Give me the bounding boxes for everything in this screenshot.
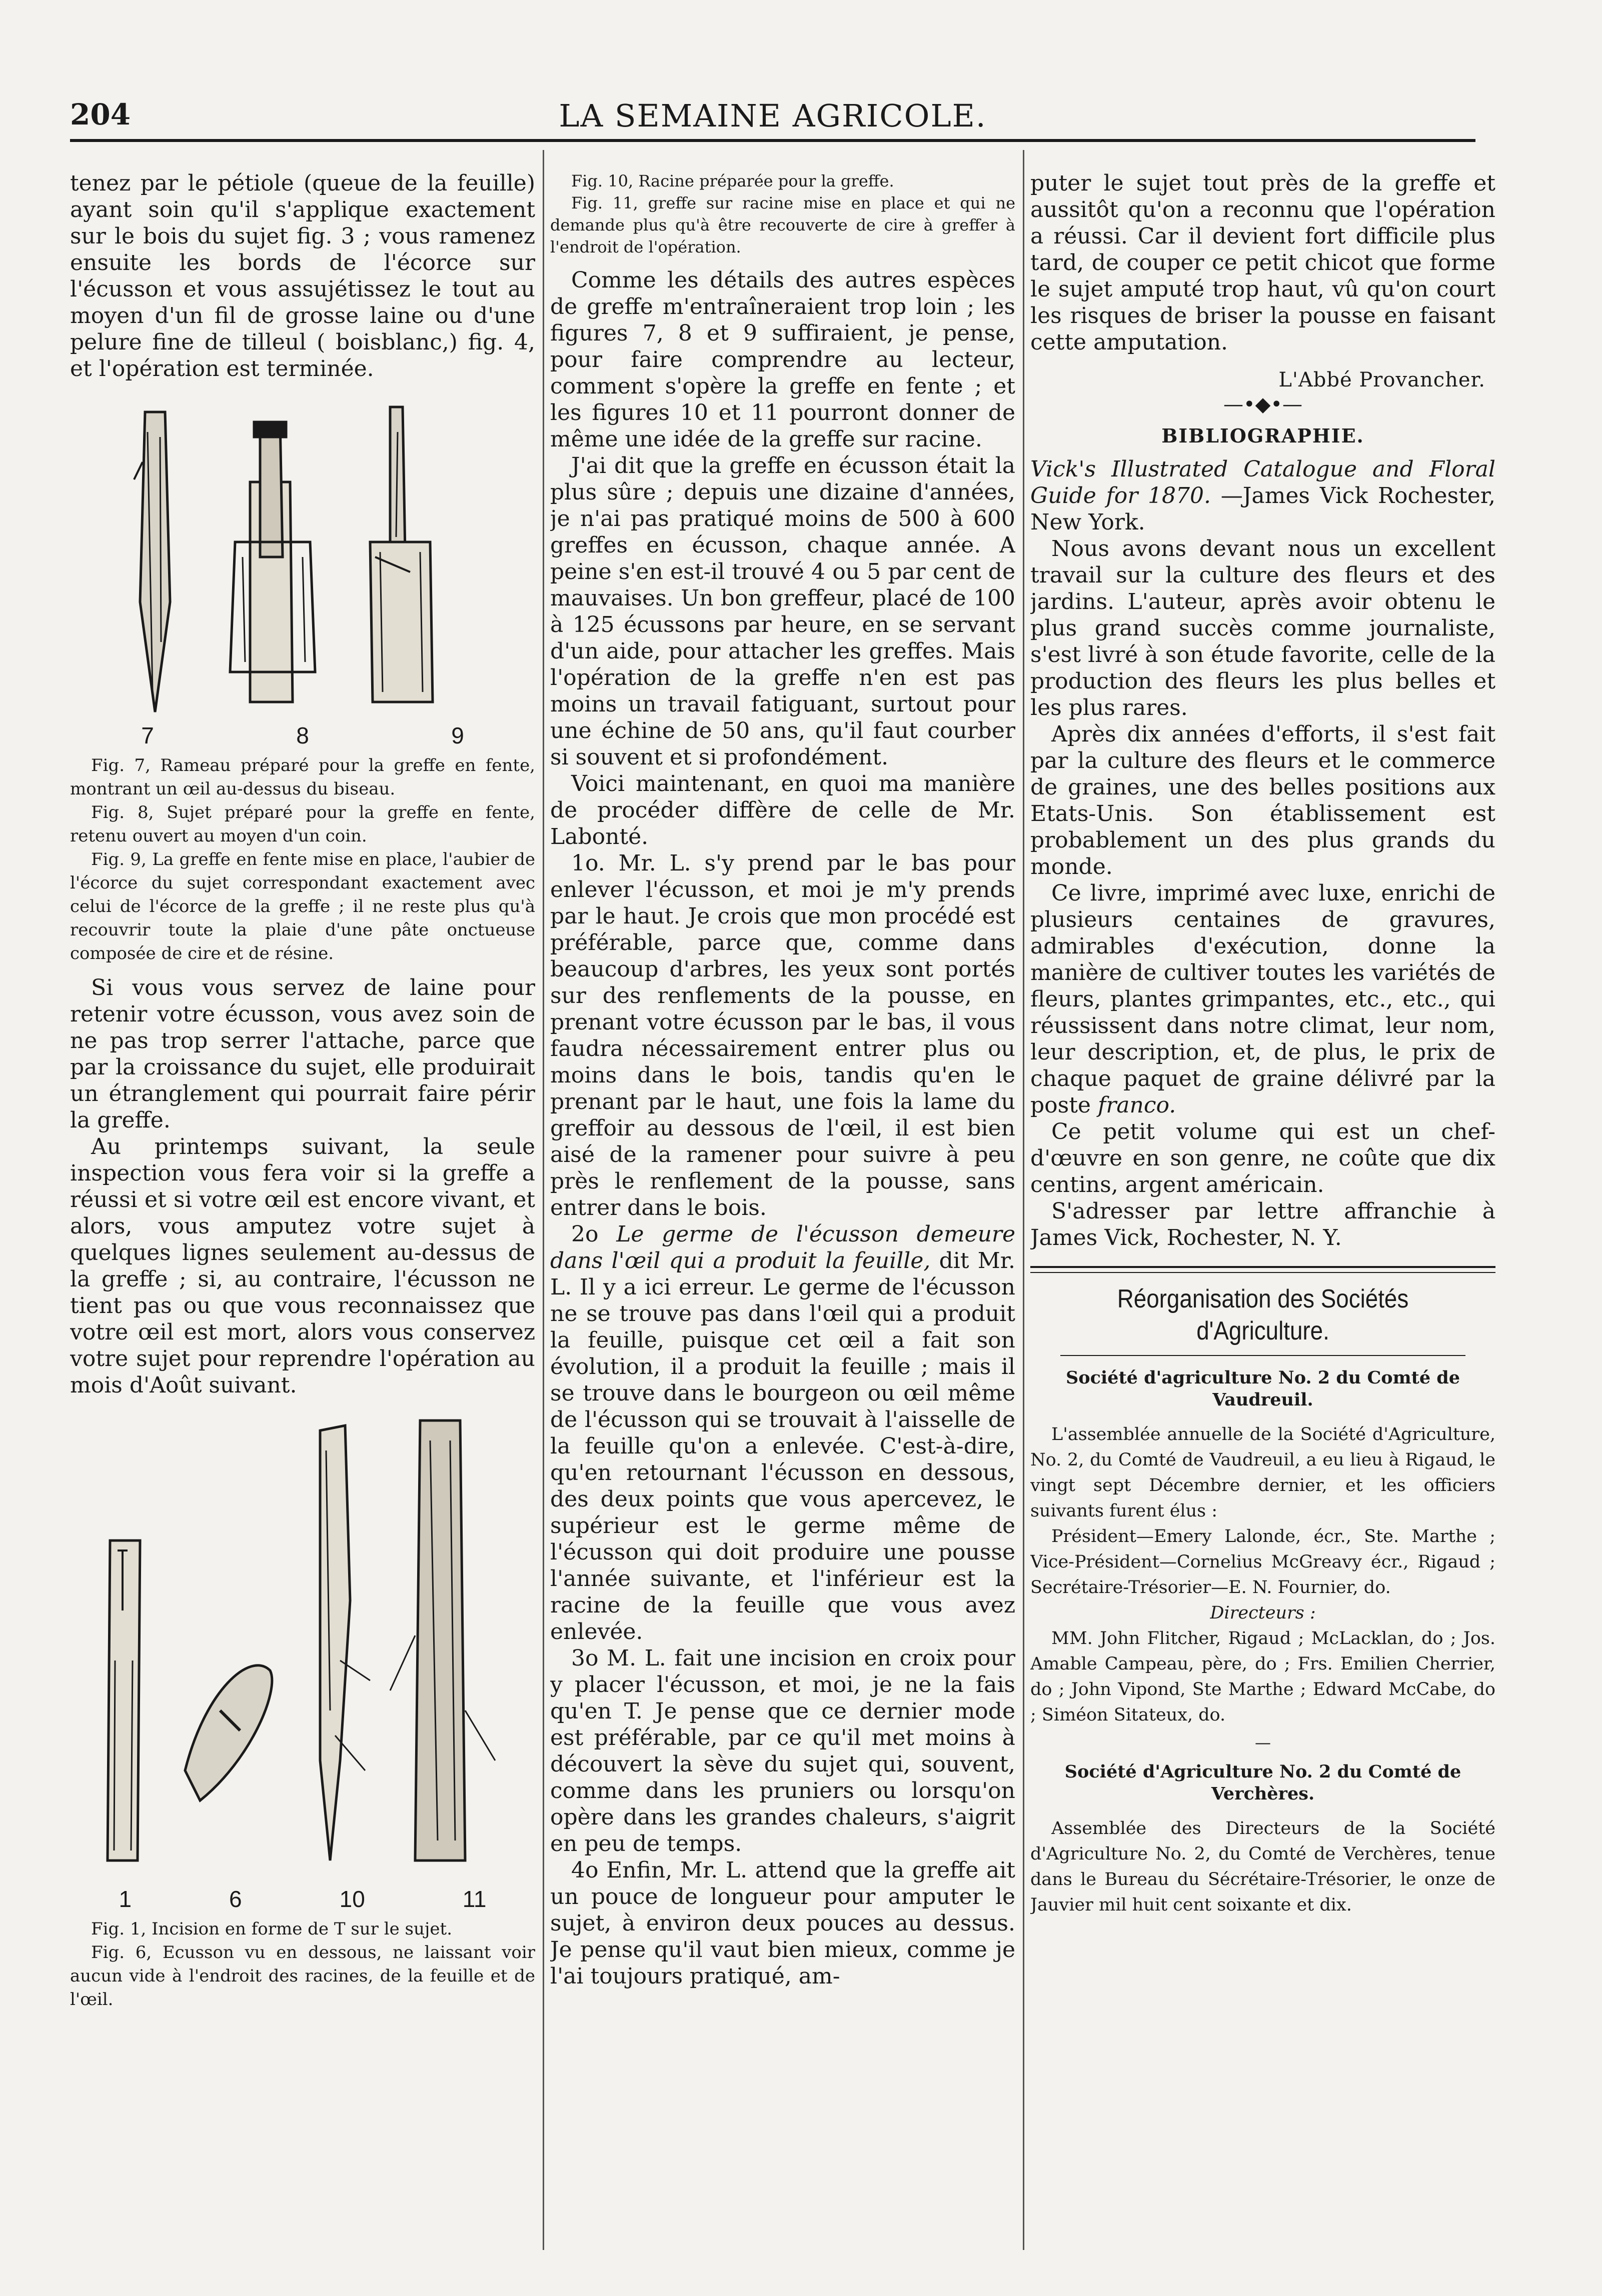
paragraph: Président—Emery Lalonde, écr., Ste. Marthe ; Vice-Président—Cornelius McGreavy écr., Rigaud ; Secrétaire-Trésorier—E. N. Fournier, do. <box>1030 1526 1495 1598</box>
divider <box>1060 1355 1465 1356</box>
ornament-divider: —•◆•— <box>1223 393 1302 416</box>
book-author: —James Vick Rochester, New York. <box>1030 483 1495 535</box>
figure-caption: Fig. 9, La greffe en fente mise en place, l'aubier de l'écorce du sujet correspondant exactement avec celui de l'écorce de la greffe ; il ne reste plus qu'à recouvrir toute la plaie d'une pâte onctueuse composée de cire et de résine. <box>70 850 535 964</box>
paragraph-text: Ce livre, imprimé avec luxe, enrichi de plusieurs centaines de gravures, admirables d'exécution, donne la manière de cultiver toutes les variétés de fleurs, plantes grimpantes, etc., etc., qui réussissent dans notre climat, leur nom, leur description, et, de plus, le prix de chaque paquet de graine délivré par la poste <box>1030 880 1495 1118</box>
paragraph: Nous avons devant nous un excellent travail sur la culture des fleurs et des jardins. L'auteur, après avoir obtenu le plus grand succès comme journaliste, s'est livré à son étude favorite, celle de la production des fleurs les plus belles et les plus rares. <box>1030 536 1495 720</box>
section-heading: Réorganisation des Sociétés d'Agriculture. <box>1117 1284 1409 1346</box>
paragraph: MM. John Flitcher, Rigaud ; McLacklan, do ; Jos. Amable Campeau, père, do ; Frs. Emilien Cherrier, do ; John Vipond, Ste Marthe ; Edward McCabe, do ; Siméon Sitateux, do. <box>1030 1628 1495 1725</box>
italic-word: franco. <box>1097 1092 1176 1118</box>
paragraph: 1o. Mr. L. s'y prend par le bas pour enlever l'écusson, et moi je m'y prends par le haut. Je crois que mon procédé est préférable, parce que, comme dans beaucoup d'arbres, les yeux sont portés sur des renflements de la pousse, en prenant votre écusson par le bas, il vous faudra nécessairement entrer plus ou moins dans le bois, tandis qu'en le prenant par le haut, une fois la lame du greffoir au dessous de l'œil, il est bien aisé de la ramener pour suivre à peu près le renflement de la pousse, sans entrer dans le bois. <box>550 850 1015 1220</box>
figure-label: 8 <box>296 722 309 748</box>
column-1 <box>70 170 535 2245</box>
figure-label: 7 <box>141 722 154 748</box>
paragraph: Si vous vous servez de laine pour retenir votre écusson, vous avez soin de ne pas trop serrer l'attache, parce que par la croissance du sujet, elle produirait un étranglement qui pourrait faire périr la greffe. <box>70 975 535 1133</box>
column-2 <box>550 170 1015 2245</box>
subsection-heading: Société d'Agriculture No. 2 du Comté de Verchères. <box>1064 1762 1461 1804</box>
subheading: Directeurs : <box>1210 1603 1316 1623</box>
figure-caption: Fig. 6, Ecusson vu en dessous, ne laissant voir aucun vide à l'endroit des racines, de la feuille et de l'œil. <box>70 1942 535 2010</box>
figure-caption: Fig. 8, Sujet préparé pour la greffe en fente, retenu ouvert au moyen d'un coin. <box>70 802 535 846</box>
figure-label: 11 <box>462 1886 487 1912</box>
paragraph: Comme les détails des autres espèces de greffe m'entraîneraient trop loin ; les figures 7, 8 et 9 suffiraient, je pense, pour faire comprendre au lecteur, comment s'opère la greffe en fente ; et les figures 10 et 11 pourront donner de même une idée de la greffe sur racine. <box>550 268 1015 452</box>
paragraph: S'adresser par lettre affranchie à James Vick, Rochester, N. Y. <box>1030 1198 1495 1250</box>
paragraph: tenez par le pétiole (queue de la feuille) ayant soin qu'il s'applique exactement sur le bois du sujet fig. 3 ; vous ramenez ensuite les bords de l'écorce sur l'écusson et vous assujétissez le tout au moyen d'un fil de grosse laine ou d'une pelure fine de tilleul ( boisblanc,) fig. 4, et l'opération est terminée. <box>70 170 535 382</box>
figure-caption: Fig. 11, greffe sur racine mise en place et qui ne demande plus qu'à être recouverte de cire à greffer à l'endroit de l'opération. <box>550 194 1015 256</box>
paragraph: puter le sujet tout près de la greffe et aussitôt qu'on a reconnu que l'opération a réussi. Car il devient fort difficile plus tard, de couper ce petit chicot que forme le sujet amputé trop haut, vû qu'on court les risques de briser la pousse en faisant cette amputation. <box>1030 170 1495 355</box>
section-divider <box>1030 1266 1495 1273</box>
book-title: Vick's Illustrated Catalogue and Floral Guide for 1870. <box>1030 456 1495 508</box>
figure-labels <box>70 1886 535 1912</box>
paragraph <box>1030 880 1495 1118</box>
column-3 <box>1030 170 1495 2245</box>
column-separator <box>543 150 544 2250</box>
paragraph-number: 2o <box>571 1222 599 1247</box>
figure-labels <box>70 722 535 749</box>
grafting-illustration-7-8-9 <box>70 392 535 717</box>
page-number: 204 <box>70 98 131 132</box>
figure-label: 9 <box>451 722 464 748</box>
quoted-phrase: Le germe de l'écusson demeure dans l'œil qui a produit la feuille, <box>550 1222 1015 1274</box>
figure-caption: Fig. 7, Rameau préparé pour la greffe en fente, montrant un œil au-dessus du biseau. <box>70 756 535 799</box>
figure-label: 10 <box>339 1886 365 1912</box>
figure-grafting-7-8-9 <box>70 392 535 749</box>
header-rule <box>70 139 1475 142</box>
figure-label: 6 <box>229 1886 242 1912</box>
subsection-heading: Société d'agriculture No. 2 du Comté de Vaudreuil. <box>1065 1368 1460 1410</box>
figure-caption: Fig. 1, Incision en forme de T sur le sujet. <box>91 1919 453 1939</box>
signature: L'Abbé Provancher. <box>1278 368 1485 392</box>
paragraph-text: dit Mr. L. Il y a ici erreur. Le germe de l'écusson ne se trouve pas dans l'œil qui a produit la feuille, puisque cet œil a fait son évolution, il a produit la feuille ; mais il se trouve dans le bourgeon ou œil même de l'écusson qui se trouvait à l'aisselle de la feuille qu'on a enlevée. C'est-à-dire, qu'en retournant l'écusson en dessous, des deux points que vous apercevez, le supérieur est le germe même de l'écusson qui doit produire une pousse l'année suivante, et l'inférieur est la racine de la feuille que vous avez enlevée. <box>550 1248 1015 1644</box>
paragraph: Après dix années d'efforts, il s'est fait par la culture des fleurs et le commerce de graines, une des belles positions aux Etats-Unis. Son établissement est probablement un des plus grands du monde. <box>1030 722 1495 880</box>
paragraph: 3o M. L. fait une incision en croix pour y placer l'écusson, et moi, je ne la fais qu'en T. Je pense que ce dernier mode est préférable, par ce qu'il met moins à découvert la sève du sujet qui, souvent, comme dans les pruniers ou lorsqu'on opère dans les grandes chaleurs, s'aigrit en peu de temps. <box>550 1646 1015 1856</box>
paragraph: Voici maintenant, en quoi ma manière de procéder diffère de celle de Mr. Labonté. <box>550 771 1015 850</box>
figure-caption: Fig. 10, Racine préparée pour la greffe. <box>571 172 894 190</box>
paragraph <box>550 1221 1015 1645</box>
paragraph: L'assemblée annuelle de la Société d'Agriculture, No. 2, du Comté de Vaudreuil, a eu lieu à Rigaud, le vingt sept Décembre dernier, et les officiers suivants furent élus : <box>1030 1424 1495 1521</box>
paragraph: 4o Enfin, Mr. L. attend que la greffe ait un pouce de longueur pour amputer le sujet, à environ deux pouces au dessus. Je pense qu'il vaut bien mieux, comme je l'ai toujours pratiqué, am- <box>550 1858 1015 1989</box>
dash-divider: — <box>1255 1733 1271 1752</box>
paragraph: Au printemps suivant, la seule inspection vous fera voir si la greffe a réussi et si votre œil est encore vivant, et alors, vous amputez votre sujet à quelques lignes seulement au-dessus de la greffe ; si, au contraire, l'écusson ne tient pas ou que vous reconnaissez que votre œil est mort, alors vous conservez votre sujet pour reprendre l'opération au mois d'Août suivant. <box>70 1134 535 1398</box>
column-separator <box>1023 150 1024 2250</box>
section-heading: BIBLIOGRAPHIE. <box>1161 424 1364 447</box>
figure-label: 1 <box>119 1886 132 1912</box>
grafting-illustration-1-6-10-11 <box>70 1410 535 1880</box>
figure-grafting-1-6-10-11 <box>70 1410 535 1912</box>
page-title: LA SEMAINE AGRICOLE. <box>559 98 987 134</box>
paragraph: J'ai dit que la greffe en écusson était la plus sûre ; depuis une dizaine d'années, je n'ai pas pratiqué moins de 500 à 600 greffes en écusson, chaque année. A peine s'en est-il trouvé 4 ou 5 par cent de mauvaises. Un bon greffeur, placé de 100 à 125 écussons par heure, en se servant d'un aide, pour attacher les greffes. Mais l'opération de la greffe n'en est pas moins un travail fatiguant, surtout pour une échine de 50 ans, qu'il faut courber si souvent et si profondément. <box>550 453 1015 770</box>
paragraph: Ce petit volume qui est un chef-d'œuvre en son genre, ne coûte que dix centins, argent américain. <box>1030 1119 1495 1198</box>
page-header <box>70 98 1475 138</box>
paragraph <box>1030 456 1495 536</box>
paragraph: Assemblée des Directeurs de la Société d'Agriculture No. 2, du Comté de Verchères, tenue dans le Bureau du Sécrétaire-Trésorier, le onze de Jauvier mil huit cent soixante et dix. <box>1030 1818 1495 1915</box>
